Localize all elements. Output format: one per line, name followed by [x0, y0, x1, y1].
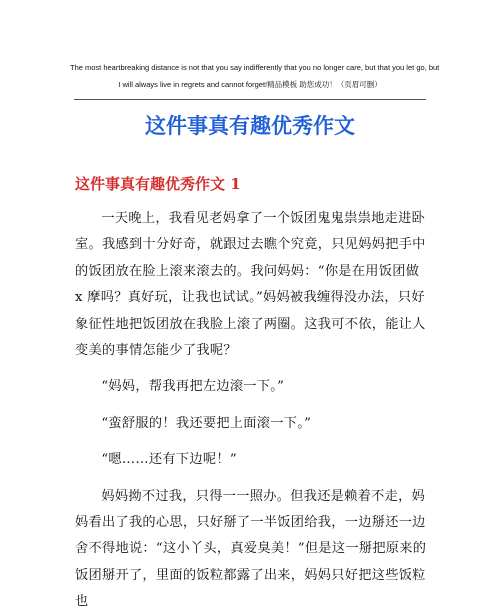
header-line-1: The most heartbreaking distance is not that you say indifferently that you no longer care, but that you let go, but — [70, 63, 440, 72]
paragraph: “嗯……还有下边呢！” — [101, 452, 237, 468]
paragraph: 一天晚上，我看见老妈拿了一个饭团鬼鬼祟祟地走进卧室。我感到十分好奇，就跟过去瞧个究竟，只见妈妈把手中的饭团放在脸上滚来滚去的。我问妈妈：“你是在用饭团做 x 摩吗？真好玩，让我也试试。”妈妈被我缠得没办法，只好象征性地把饭团放在我脸上滚了两圈。这我可不依，能让人变美的事情怎能少了我呢？ — [75, 211, 426, 359]
page-header — [70, 59, 440, 93]
paragraph: “蛮舒服的！我还要把上面滚一下。” — [101, 415, 312, 431]
document-body — [75, 206, 427, 616]
header-line-2: I will always live in regrets and cannot forget!精品模板 助您成功！（页眉可删） — [118, 80, 382, 89]
section-title: 这件事真有趣优秀作文 1 — [75, 175, 241, 193]
document-title: 这件事真有趣优秀作文 — [145, 113, 355, 138]
paragraph: 妈妈拗不过我，只得一一照办。但我还是赖着不走，妈妈看出了我的心思，只好掰了一半饭团给我，一边掰还一边舍不得地说：“这小丫头，真爱臭美！”但是这一掰把原来的饭团掰开了，里面的饭粒都露了出来，妈妈只好把这些饭粒也 — [75, 488, 427, 610]
header-divider — [74, 99, 426, 100]
paragraph: “妈妈，帮我再把左边滚一下。” — [101, 379, 285, 395]
